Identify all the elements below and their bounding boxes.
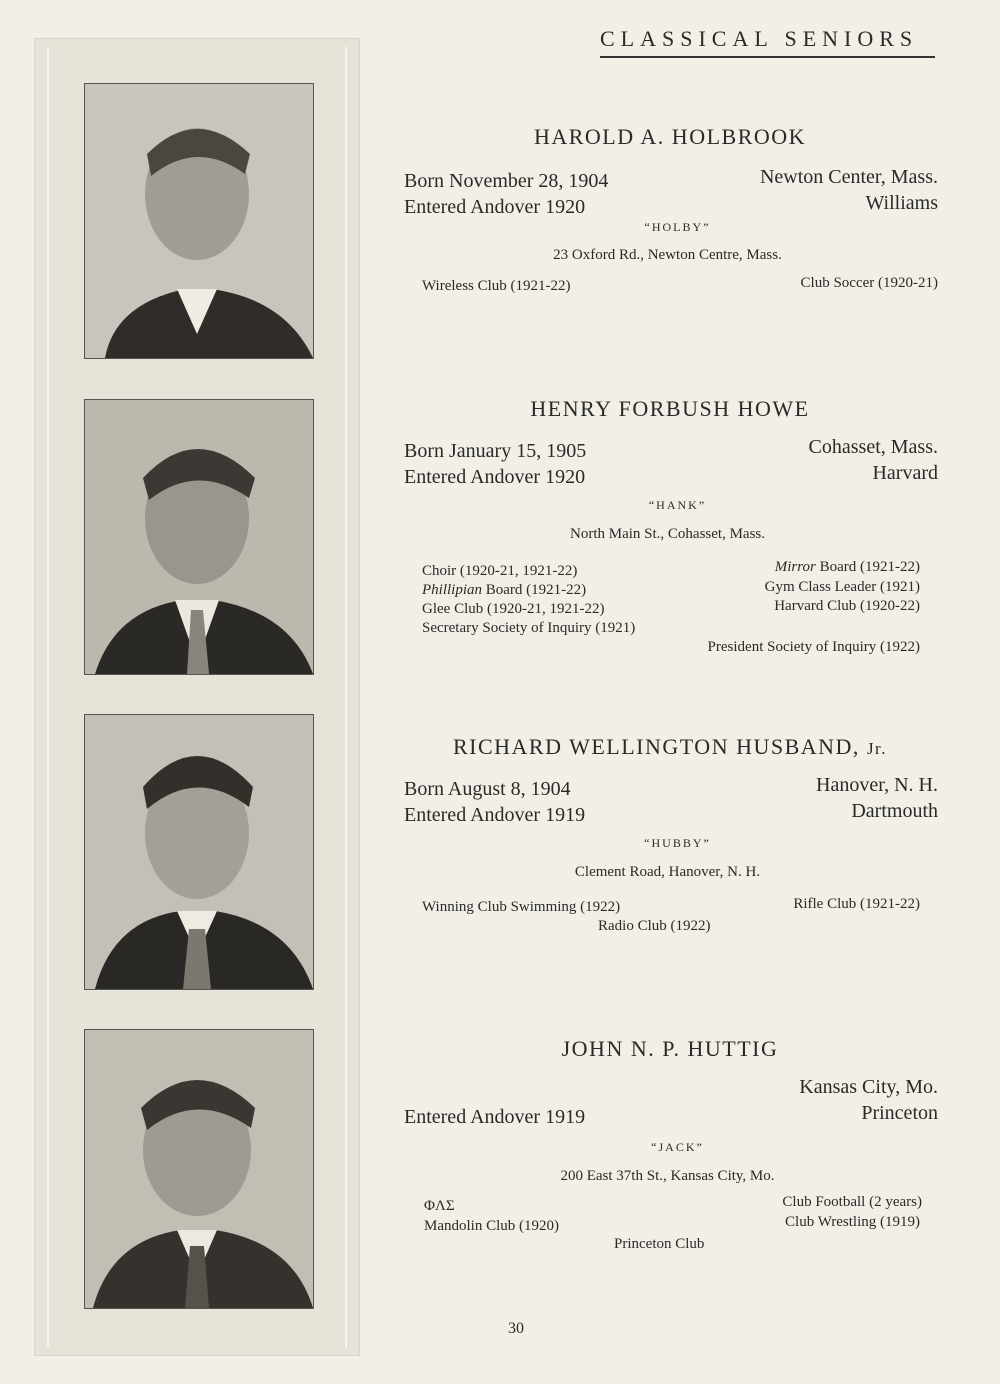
birth-date: Born August 8, 1904 [404, 778, 571, 800]
activity: Choir (1920-21, 1921-22) [422, 563, 578, 579]
activity: Gym Class Leader (1921) [764, 579, 920, 595]
hometown: Kansas City, Mo. [799, 1076, 938, 1098]
college: Dartmouth [851, 800, 938, 822]
nickname: “HOLBY” [644, 220, 711, 234]
italic-publication: Phillipian [422, 582, 482, 598]
senior-entry [400, 124, 940, 304]
activity: Princeton Club [614, 1236, 705, 1252]
portrait-photo [84, 1029, 314, 1309]
portrait-photo [84, 714, 314, 990]
activity: Club Soccer (1920-21) [800, 275, 938, 291]
photo-strip [34, 38, 360, 1356]
portrait-image [85, 715, 313, 989]
activity: Winning Club Swimming (1922) [422, 899, 621, 915]
activity: Mandolin Club (1920) [424, 1218, 559, 1234]
activity: Rifle Club (1921-22) [793, 896, 920, 912]
entered-year: Entered Andover 1920 [404, 466, 586, 488]
activity: Club Football (2 years) [782, 1194, 922, 1210]
page-number: 30 [508, 1320, 524, 1337]
fraternity-letters: ΦΛΣ [424, 1198, 455, 1214]
portrait-photo [84, 83, 314, 359]
home-address: Clement Road, Hanover, N. H. [574, 864, 761, 880]
senior-name: HENRY FORBUSH HOWE [530, 396, 810, 421]
home-address: 23 Oxford Rd., Newton Centre, Mass. [553, 247, 782, 263]
birth-date: Born January 15, 1905 [404, 440, 587, 462]
hometown: Hanover, N. H. [816, 774, 938, 796]
senior-entry [400, 734, 940, 944]
college: Williams [865, 192, 938, 214]
activity: Harvard Club (1920-22) [774, 598, 920, 614]
entered-year: Entered Andover 1919 [404, 804, 586, 826]
activity: Phillipian Board (1921-22) [422, 582, 587, 598]
senior-entry [400, 1036, 940, 1266]
senior-name: JOHN N. P. HUTTIG [561, 1036, 779, 1061]
activity: President Society of Inquiry (1922) [707, 639, 920, 655]
nickname: “JACK” [651, 1140, 704, 1154]
home-address: 200 East 37th St., Kansas City, Mo. [560, 1168, 775, 1184]
college: Harvard [872, 462, 938, 484]
portrait-image [85, 84, 313, 358]
activity: Radio Club (1922) [598, 918, 711, 934]
senior-name: HAROLD A. HOLBROOK [533, 124, 807, 149]
nickname: “HUBBY” [644, 836, 711, 850]
page-header: CLASSICAL SENIORS [600, 26, 935, 58]
hometown: Cohasset, Mass. [808, 436, 938, 458]
college: Princeton [861, 1102, 938, 1124]
activity: Club Wrestling (1919) [785, 1214, 920, 1230]
hometown: Newton Center, Mass. [759, 166, 938, 188]
activity: Secretary Society of Inquiry (1921) [422, 620, 636, 636]
italic-publication: Mirror [774, 559, 816, 575]
birth-date: Born November 28, 1904 [404, 170, 609, 192]
portrait-image [85, 1030, 313, 1308]
senior-name: RICHARD WELLINGTON HUSBAND, Jr. [452, 734, 888, 759]
entered-year: Entered Andover 1920 [404, 196, 586, 218]
activity: Glee Club (1920-21, 1921-22) [422, 601, 605, 617]
nickname: “HANK” [648, 498, 707, 512]
activity: Wireless Club (1921-22) [422, 278, 571, 294]
senior-entry [400, 396, 940, 666]
entered-year: Entered Andover 1919 [404, 1106, 586, 1128]
activity: Mirror Board (1921-22) [774, 559, 920, 575]
portrait-photo [84, 399, 314, 675]
portrait-image [85, 400, 313, 674]
home-address: North Main St., Cohasset, Mass. [570, 526, 765, 542]
